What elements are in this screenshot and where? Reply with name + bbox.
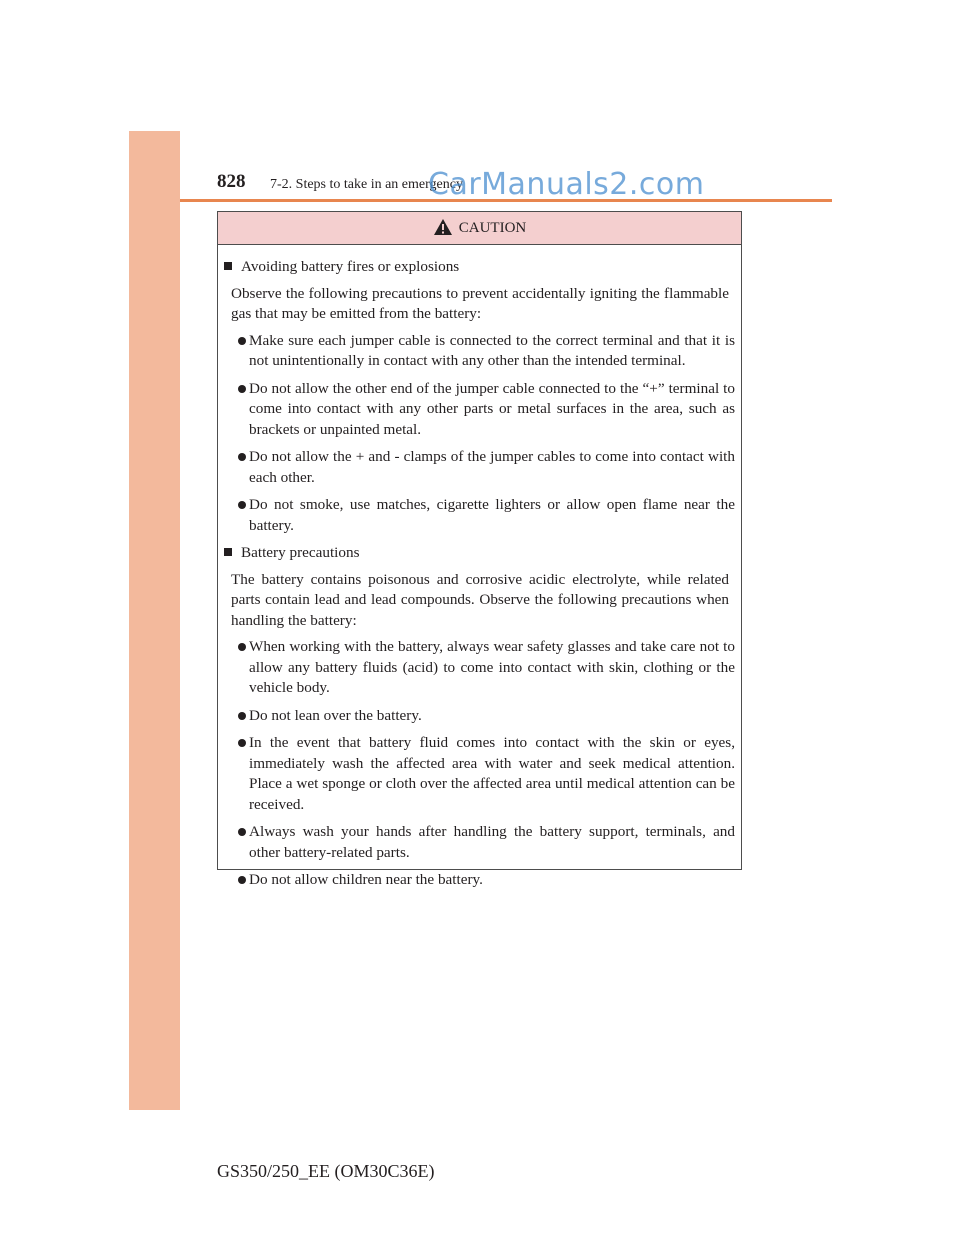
list-item: In the event that battery fluid comes into contact with the skin or eyes, immediately wash the affected area with water and seek medical attention. Place a wet sponge or cloth over the affected area until medical attention can be received. — [249, 733, 735, 815]
list-item: Do not smoke, use matches, cigarette lighters or allow open flame near the battery. — [249, 495, 735, 536]
watermark-text: CarManuals2.com — [428, 167, 705, 202]
list-item: Do not allow the other end of the jumper cable connected to the “+” terminal to come into contact with any other parts or metal surfaces in the area, such as brackets or unpainted metal. — [249, 379, 735, 441]
caution-title: CAUTION — [458, 219, 527, 236]
section-heading: Battery precautions — [222, 543, 741, 564]
footer-model-code: GS350/250_EE (OM30C36E) — [217, 1161, 435, 1181]
list-item: Do not allow children near the battery. — [249, 870, 735, 891]
caution-box — [217, 211, 742, 888]
caution-body — [218, 245, 741, 891]
square-bullet-icon — [224, 548, 232, 556]
page-number: 828 — [217, 171, 246, 192]
bullet-dot-icon — [238, 501, 246, 509]
bullet-dot-icon — [238, 712, 246, 720]
section-intro: The battery contains poisonous and corrosive acidic electrolyte, while related parts contain lead and lead compounds. Observe the following precautions when handling the battery: — [231, 570, 729, 629]
section-title: 7-2. Steps to take in an emergency — [270, 177, 463, 192]
list-item: Always wash your hands after handling the battery support, terminals, and other battery-related parts. — [249, 822, 735, 863]
bullet-dot-icon — [238, 385, 246, 393]
warning-triangle-icon — [433, 218, 453, 236]
square-bullet-icon — [224, 262, 232, 270]
caution-header — [218, 212, 741, 245]
bullet-dot-icon — [238, 828, 246, 836]
bullet-dot-icon — [238, 876, 246, 884]
list-item: When working with the battery, always wear safety glasses and take care not to allow any battery fluids (acid) to come into contact with skin, clothing or the vehicle body. — [249, 637, 735, 699]
section-battery-precautions — [218, 543, 741, 891]
chapter-side-tab — [129, 131, 180, 1110]
list-item: Make sure each jumper cable is connected to the correct terminal and that it is not unintentionally in contact with any other than the intended terminal. — [249, 331, 735, 372]
section-battery-fires — [218, 257, 741, 536]
bullet-dot-icon — [238, 337, 246, 345]
list-item: Do not lean over the battery. — [249, 706, 735, 727]
bullet-dot-icon — [238, 739, 246, 747]
section-heading: Avoiding battery fires or explosions — [222, 257, 741, 278]
bullet-dot-icon — [238, 453, 246, 461]
list-item: Do not allow the + and - clamps of the jumper cables to come into contact with each other. — [249, 447, 735, 488]
section-intro: Observe the following precautions to prevent accidentally igniting the flammable gas that may be emitted from the battery: — [231, 284, 729, 322]
bullet-dot-icon — [238, 643, 246, 651]
